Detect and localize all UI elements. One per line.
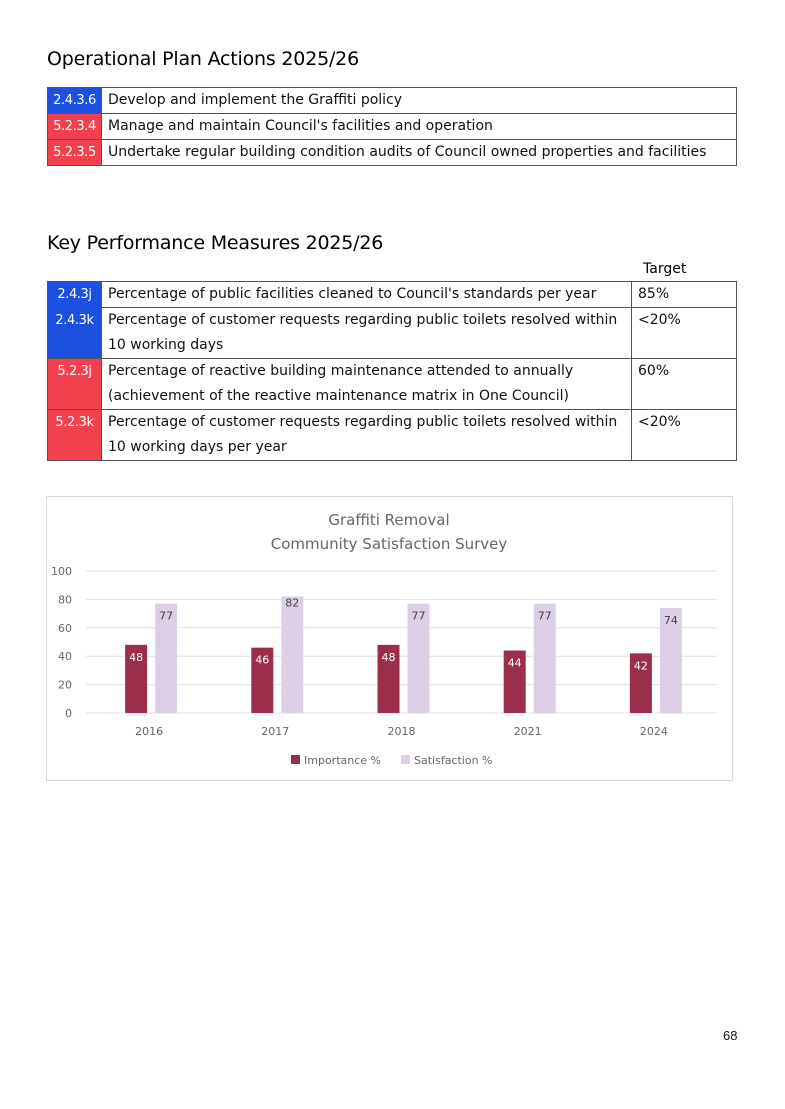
chart-title: Graffiti Removal <box>328 511 450 529</box>
legend-label: Satisfaction % <box>414 754 493 767</box>
table-row <box>48 308 737 359</box>
action-code: 5.2.3.5 <box>48 140 102 166</box>
action-code: 5.2.3.4 <box>48 114 102 140</box>
y-tick-label: 100 <box>51 565 72 578</box>
data-label: 82 <box>285 596 300 610</box>
measure-description: Percentage of public facilities cleaned to Council's standards per year <box>102 282 632 308</box>
measure-code: 2.4.3j <box>48 282 102 308</box>
data-label: 46 <box>255 653 270 667</box>
data-label: 42 <box>633 659 648 673</box>
page-number: 68 <box>723 1028 738 1043</box>
target-column-header: Target <box>643 261 687 277</box>
action-description: Manage and maintain Council's facilities and operation <box>102 114 737 140</box>
chart-canvas <box>47 497 732 780</box>
data-label: 77 <box>411 609 426 623</box>
y-tick-label: 20 <box>58 678 72 692</box>
chart-subtitle: Community Satisfaction Survey <box>270 535 508 553</box>
measure-target: <20% <box>632 308 737 359</box>
legend-swatch <box>291 755 300 764</box>
x-tick-label: 2024 <box>639 725 668 738</box>
table-row <box>48 140 737 166</box>
data-label: 74 <box>663 613 678 627</box>
x-tick-label: 2016 <box>135 725 164 738</box>
measure-description: Percentage of customer requests regarding public toilets resolved within 10 working days per year <box>102 410 632 461</box>
table-row <box>48 282 737 308</box>
x-tick-label: 2018 <box>387 725 416 738</box>
legend-swatch <box>401 755 410 764</box>
measure-target: <20% <box>632 410 737 461</box>
y-tick-label: 60 <box>58 621 72 635</box>
operational-plan-title: Operational Plan Actions 2025/26 <box>47 48 359 70</box>
x-tick-label: 2021 <box>513 725 542 738</box>
measure-code: 2.4.3k <box>48 308 102 359</box>
measure-target: 60% <box>632 359 737 410</box>
data-label: 48 <box>381 650 396 664</box>
y-tick-label: 80 <box>58 593 72 607</box>
data-label: 77 <box>537 609 552 623</box>
data-label: 44 <box>507 656 522 670</box>
table-row <box>48 114 737 140</box>
y-tick-label: 0 <box>65 707 72 720</box>
action-code: 2.4.3.6 <box>48 88 102 114</box>
legend-label: Importance % <box>304 754 381 767</box>
measure-target: 85% <box>632 282 737 308</box>
data-label: 77 <box>159 609 174 623</box>
table-row <box>48 410 737 461</box>
measure-description: Percentage of customer requests regarding public toilets resolved within 10 working days <box>102 308 632 359</box>
table-row <box>48 88 737 114</box>
graffiti-chart <box>46 496 733 781</box>
y-tick-label: 40 <box>58 650 72 664</box>
action-description: Undertake regular building condition audits of Council owned properties and facilities <box>102 140 737 166</box>
data-label: 48 <box>129 650 144 664</box>
table-row <box>48 359 737 410</box>
action-description: Develop and implement the Graffiti policy <box>102 88 737 114</box>
chart-plot-area <box>51 565 717 767</box>
measure-code: 5.2.3k <box>48 410 102 461</box>
measure-code: 5.2.3j <box>48 359 102 410</box>
operational-plan-table <box>47 87 737 166</box>
measure-description: Percentage of reactive building maintenance attended to annually (achievement of the reactive maintenance matrix in One Council) <box>102 359 632 410</box>
kpm-title: Key Performance Measures 2025/26 <box>47 232 384 254</box>
kpm-table <box>47 281 737 461</box>
x-tick-label: 2017 <box>261 725 290 738</box>
bar-satisfaction <box>281 597 303 713</box>
